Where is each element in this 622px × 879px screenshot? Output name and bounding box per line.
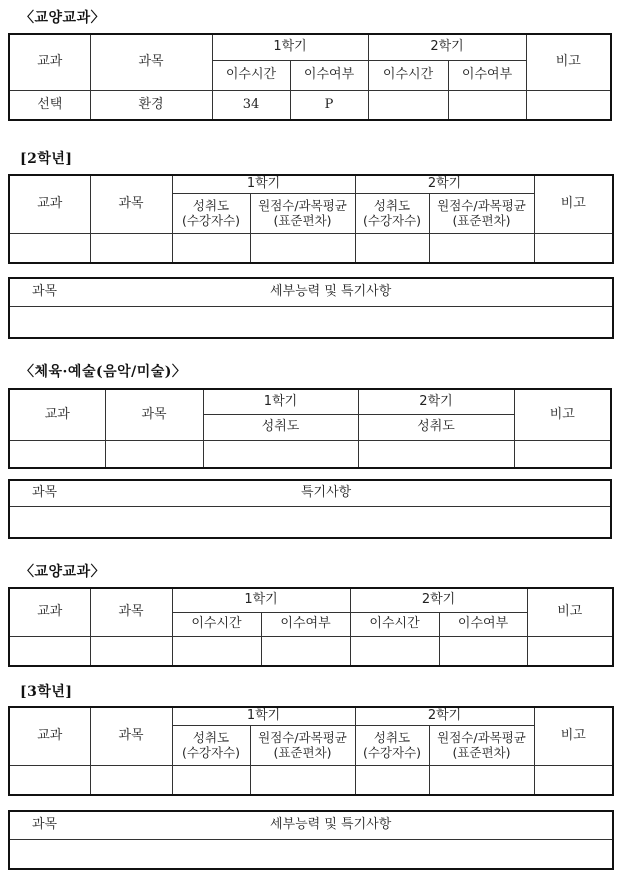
section-heading-pe-arts: 〈체육·예술(음악/미술)〉 bbox=[20, 364, 187, 380]
header-achievement-sem1: 성취도 bbox=[203, 414, 358, 440]
detail-header-subject: 과목 bbox=[9, 480, 139, 506]
pe-arts-table bbox=[8, 388, 612, 469]
detail-row bbox=[9, 839, 613, 869]
table-row bbox=[9, 636, 613, 666]
header-semester-1: 1학기 bbox=[172, 707, 355, 725]
header-completion-sem1: 이수여부 bbox=[261, 612, 350, 636]
header-note: 비고 bbox=[527, 588, 613, 636]
liberal-arts-table-2 bbox=[8, 587, 614, 667]
detail-header-title: 세부능력 및 특기사항 bbox=[139, 811, 613, 839]
grade-2-score-table bbox=[8, 174, 614, 264]
detail-header-title: 특기사항 bbox=[139, 480, 611, 506]
header-subject-area: 교과 bbox=[9, 175, 90, 233]
grade-3-detail-table bbox=[8, 810, 614, 870]
header-hours-sem2: 이수시간 bbox=[350, 612, 439, 636]
header-completion-sem2: 이수여부 bbox=[448, 60, 526, 90]
header-subject: 과목 bbox=[90, 707, 172, 765]
grade-3-score-table bbox=[8, 706, 614, 796]
header-achievement-sem2: 성취도 bbox=[358, 414, 514, 440]
cell-subject: 환경 bbox=[90, 90, 212, 120]
section-heading-liberal-arts: 〈교양교과〉 bbox=[20, 10, 106, 26]
liberal-arts-table bbox=[8, 33, 612, 121]
pe-arts-detail-table bbox=[8, 479, 612, 539]
cell-note bbox=[526, 90, 611, 120]
detail-header-title: 세부능력 및 특기사항 bbox=[139, 278, 613, 306]
header-subject: 과목 bbox=[90, 588, 172, 636]
header-subject-area: 교과 bbox=[9, 588, 90, 636]
table-row bbox=[9, 90, 611, 120]
header-note: 비고 bbox=[526, 34, 611, 90]
header-raw-score-sem1: 원점수/과목평균 (표준편차) bbox=[250, 725, 355, 765]
header-completion-sem1: 이수여부 bbox=[290, 60, 368, 90]
detail-header-subject: 과목 bbox=[9, 811, 139, 839]
table-row bbox=[9, 765, 613, 795]
cell-hours-sem1: 34 bbox=[212, 90, 290, 120]
cell-completion-sem1: P bbox=[290, 90, 368, 120]
header-raw-score-sem2: 원점수/과목평균 (표준편차) bbox=[429, 725, 534, 765]
header-semester-2: 2학기 bbox=[350, 588, 527, 612]
header-achievement-sem1: 성취도 (수강자수) bbox=[172, 725, 250, 765]
header-semester-2: 2학기 bbox=[355, 707, 534, 725]
header-subject: 과목 bbox=[90, 34, 212, 90]
header-hours-sem1: 이수시간 bbox=[172, 612, 261, 636]
header-raw-score-sem1: 원점수/과목평균 (표준편차) bbox=[250, 193, 355, 233]
header-note: 비고 bbox=[514, 389, 611, 440]
detail-row bbox=[9, 306, 613, 338]
header-achievement-sem1: 성취도 (수강자수) bbox=[172, 193, 250, 233]
header-semester-2: 2학기 bbox=[355, 175, 534, 193]
header-semester-1: 1학기 bbox=[172, 588, 350, 612]
detail-row bbox=[9, 506, 611, 538]
header-subject: 과목 bbox=[90, 175, 172, 233]
header-raw-score-sem2: 원점수/과목평균 (표준편차) bbox=[429, 193, 534, 233]
header-semester-1: 1학기 bbox=[212, 34, 368, 60]
grade-2-detail-table bbox=[8, 277, 614, 339]
header-subject: 과목 bbox=[105, 389, 203, 440]
cell-subject-area: 선택 bbox=[9, 90, 90, 120]
header-achievement-sem2: 성취도 (수강자수) bbox=[355, 725, 429, 765]
detail-header-subject: 과목 bbox=[9, 278, 139, 306]
header-semester-1: 1학기 bbox=[203, 389, 358, 414]
table-row bbox=[9, 233, 613, 263]
section-heading-liberal-arts-2: 〈교양교과〉 bbox=[20, 564, 106, 580]
section-heading-grade-2: [2학년] bbox=[20, 151, 73, 167]
table-row bbox=[9, 440, 611, 468]
header-subject-area: 교과 bbox=[9, 707, 90, 765]
header-hours-sem2: 이수시간 bbox=[368, 60, 448, 90]
header-semester-2: 2학기 bbox=[368, 34, 526, 60]
header-completion-sem2: 이수여부 bbox=[439, 612, 527, 636]
cell-hours-sem2 bbox=[368, 90, 448, 120]
header-semester-1: 1학기 bbox=[172, 175, 355, 193]
header-achievement-sem2: 성취도 (수강자수) bbox=[355, 193, 429, 233]
header-semester-2: 2학기 bbox=[358, 389, 514, 414]
section-heading-grade-3: [3학년] bbox=[20, 684, 73, 700]
header-subject-area: 교과 bbox=[9, 389, 105, 440]
cell-completion-sem2 bbox=[448, 90, 526, 120]
header-hours-sem1: 이수시간 bbox=[212, 60, 290, 90]
header-note: 비고 bbox=[534, 707, 613, 765]
header-note: 비고 bbox=[534, 175, 613, 233]
header-subject-area: 교과 bbox=[9, 34, 90, 90]
